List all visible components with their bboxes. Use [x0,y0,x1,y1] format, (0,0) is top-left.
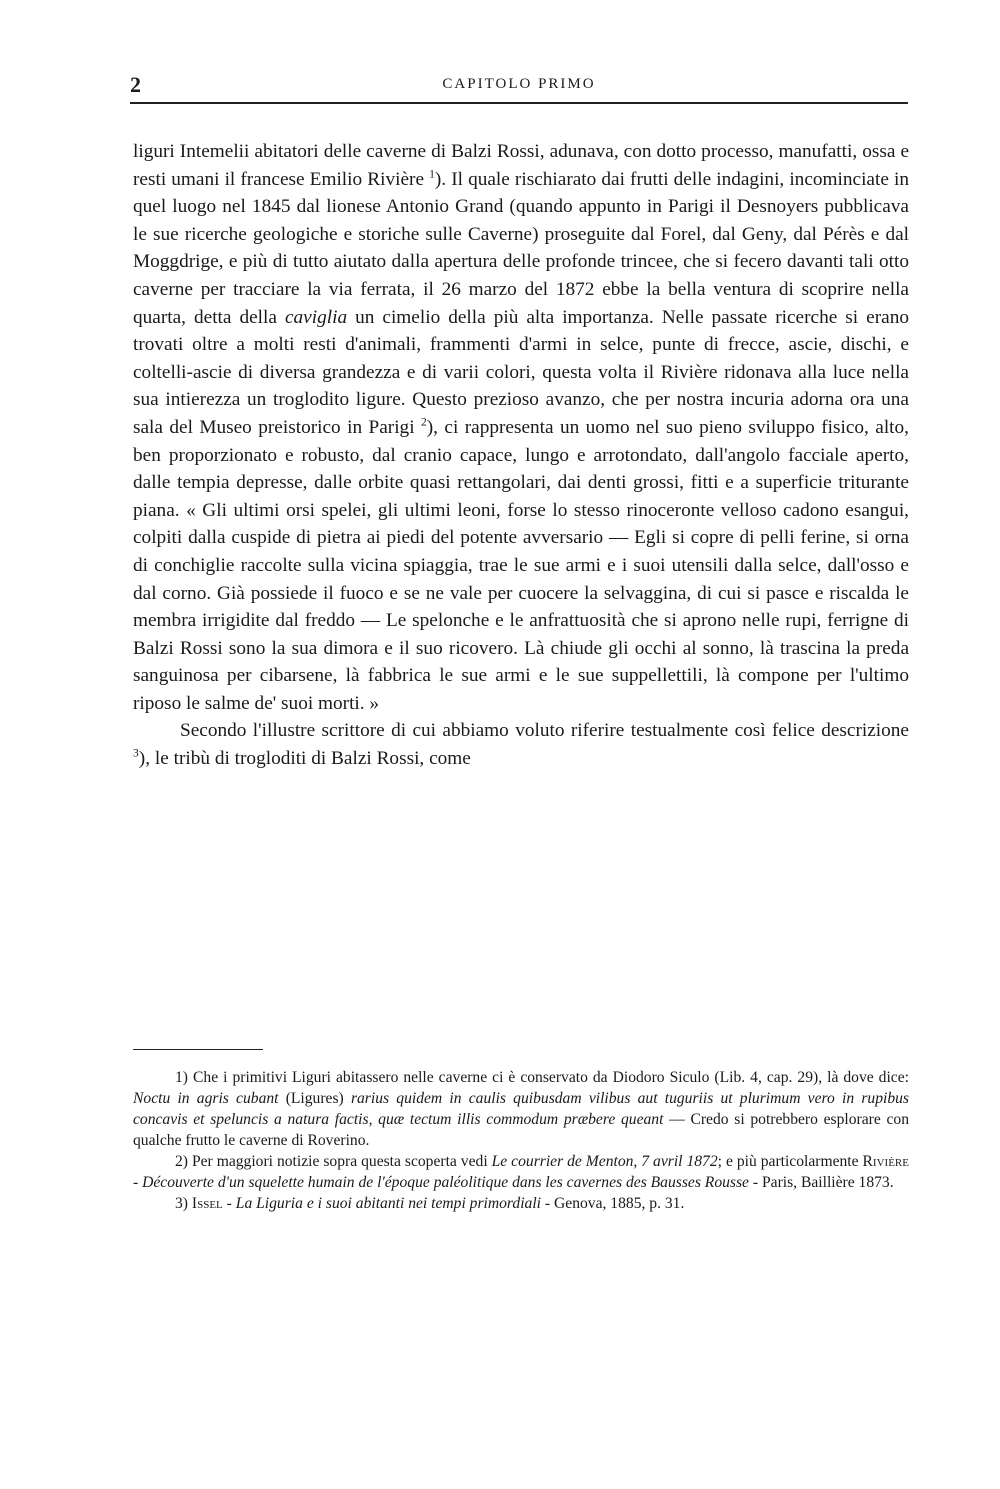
paragraph-1-text-c: un cimelio della più alta importanza. Nelle passate ricerche si erano trovati oltre a molti resti d'animali, frammenti d'armi in selce, punte di frecce, ascie, dischi, e coltelli-ascie di diversa grandezza e di varii colori, questa volta il Rivière ridonava alla luce nella sua intierezza un troglodito ligure. Questo prezioso avanzo, che per nostra incuria adorna ora una sala del Museo preistorico in Parigi [133,306,909,438]
paragraph-1-text-b: ). Il quale rischiarato dai frutti delle indagini, incominciate in quel luogo nel 1845 dal lionese Antonio Grand (quando appunto in Parigi il Desnoyers pubblicava le sue ricerche geologiche e storiche sulle Caverne) proseguite dal Forel, dal Geny, dal Pérès e dal Moggdrige, e più di tutto aiutato dalla apertura delle profonde trincee, che si fecero davanti tali otto caverne per tracciare la via ferrata, il 26 marzo del 1872 ebbe la bella ventura di scoprire nella quarta, detta della [133,168,909,328]
footnote-1 [133,1067,909,1151]
footnote-1-text-c: — Credo si potrebbero esplorare con qualche frutto le caverne di Roverino. [133,1111,909,1149]
footnote-3-author: Issel [191,1195,223,1212]
footnote-2-text-a: 2) Per maggiori notizie sopra questa scoperta vedi [175,1153,492,1170]
paragraph-2 [133,717,909,772]
footnote-1-text-a: 1) Che i primitivi Liguri abitassero nelle caverne ci è conservato da Diodoro Siculo (Lib. 4, cap. 29), là dove dice: [175,1069,909,1086]
footnote-2-text-b: ; e più particolarmente [717,1153,863,1170]
paragraph-1-text-a: liguri Intemelii abitatori delle caverne di Balzi Rossi, adunava, con dotto processo, manufatti, ossa e resti umani il francese Emilio Rivière [133,141,909,190]
footnote-3 [133,1193,909,1214]
footnote-1-latin-a: Noctu in agris cubant [133,1090,279,1107]
page-number: 2 [130,72,141,97]
running-head: CAPITOLO PRIMO [442,76,596,92]
footnote-1-latin-b: rarius quidem in caulis quibusdam vilibus aut tuguriis ut plurimum vero in rupibus concavis et speluncis a natura factis, quæ tectum illis commodum præbere queant [133,1090,909,1128]
footnote-ref-3: 3 [133,746,139,760]
footnote-3-work-title: La Liguria e i suoi abitanti nei tempi primordiali [235,1195,542,1212]
paragraph-2-text-b: ), le tribù di trogloditi di Balzi Rossi, come [138,748,471,770]
footnote-3-text-a: 3) [175,1195,192,1212]
footnote-2-work-title: Découverte d'un squelette humain de l'époque paléolitique dans les cavernes des Bausses Rousse [142,1174,749,1191]
footnote-divider [133,1049,263,1050]
body-text [133,138,909,773]
footnote-ref-2: 2 [420,415,427,429]
footnote-2-sep: - [133,1174,143,1191]
footnote-2 [133,1151,909,1193]
cave-name: caviglia [284,306,348,328]
footnote-2-newspaper: Le courrier de Menton, 7 avril 1872 [491,1153,718,1170]
footnote-3-text-b: - Genova, 1885, p. 31. [541,1195,685,1212]
footnote-ref-1: 1 [429,167,435,181]
footnotes [133,1067,909,1214]
page-header [130,72,908,104]
paragraph-2-text-a: Secondo l'illustre scrittore di cui abbiamo voluto riferire testualmente così felice descrizione [180,720,909,742]
footnote-1-text-b: (Ligures) [278,1090,351,1107]
paragraph-1-text-d: ), ci rappresenta un uomo nel suo pieno sviluppo fisico, alto, ben proporzionato e robusto, dal cranio capace, lungo e arrotondato, dall'angolo facciale aperto, dalle tempia depresse, dalle orbite quasi rettangolari, dai denti grossi, fitti e a superficie triturante piana. « Gli ultimi orsi spelei, gli ultimi leoni, forse lo stesso rinoceronte velloso cadono esangui, colpiti dalla cuspide di pietra ai piedi del potente avversario — Egli si copre di pelli ferine, si orna di conchiglie raccolte sulla vicina spiaggia, trae le sue armi e i suoi utensili dalla selce, dall'osso e dal corno. Già possiede il fuoco e se ne vale per cuocere la selvaggina, di cui si pasce e riscalda le membra irrigidite dal freddo — Le spelonche e le anfrattuosità che si aprono nelle rupi, ferrigne di Balzi Rossi sono la sua dimora e il suo ricovero. Là chiude gli occhi al sonno, là trascina la preda sanguinosa per cibarsene, là fabbrica le sue armi e le sue suppellettili, là compone per l'ultimo riposo le salme de' suoi morti. » [133,416,909,714]
footnote-3-sep: - [222,1195,236,1212]
paragraph-1 [133,138,909,717]
footnote-2-text-c: - Paris, Baillière 1873. [748,1174,894,1191]
footnote-2-author: Rivière [862,1153,909,1170]
